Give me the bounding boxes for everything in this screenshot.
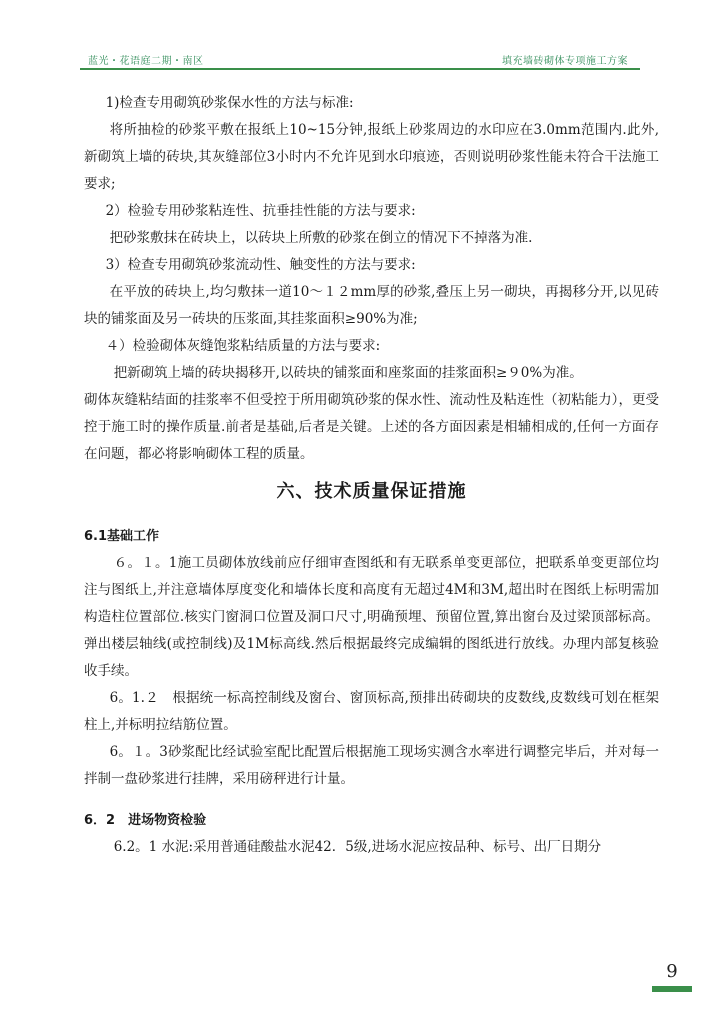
paragraph-9: 砌体灰缝粘结面的挂浆率不但受控于所用砌筑砂浆的保水性、流动性及粘连性（初粘能力），更受控于施工时的操作质量.前者是基础,后者是关键。上述的各方面因素是相辅相成的,任何一方面存在问题，都必将影响砌体工程的质量。 [84, 392, 659, 462]
paragraph-8: 把新砌筑上墙的砖块揭移开,以砖块的铺浆面和座浆面的挂浆面积≥９0%为准。 [113, 365, 583, 381]
paragraph-2: 将所抽检的砂浆平敷在报纸上10~15分钟,报纸上砂浆周边的水印应在3.0mm范围内.此外,新砌筑上墙的砖块,其灰缝部位3小时内不允许见到水印痕迹，否则说明砂浆性能未符合干法施工要求; [84, 122, 659, 192]
subsection-item-6-1-3: 6。１。3砂浆配比经试验室配比配置后根据施工现场实测含水率进行调整完毕后，并对每一拌制一盘砂浆进行挂牌，采用磅秤进行计量。 [84, 744, 659, 787]
section-title: 六、技术质量保证措施 [276, 481, 467, 502]
page-content [84, 90, 659, 861]
paragraph-1: 1)检查专用砌筑砂浆保水性的方法与标准: [105, 95, 354, 111]
paragraph-7: ４）检验砌体灰缝饱浆粘结质量的方法与要求: [105, 338, 381, 354]
page-header [80, 44, 640, 68]
paragraph-4: 把砂浆敷抹在砖块上，以砖块上所敷的砂浆在倒立的情况下不掉落为准. [109, 230, 533, 246]
subsection-item-6-1-1: ６。１。1施工员砌体放线前应仔细审查图纸和有无联系单变更部位，把联系单变更部位均注与图纸上,并注意墙体厚度变化和墙体长度和高度有无超过4M和3M,超出时在图纸上标明需加构造柱位置部位.核实门窗洞口位置及洞口尺寸,明确预埋、预留位置,算出窗台及过梁顶部标高。弹出楼层轴线(或控制线)及1M标高线.然后根据最终完成编辑的图纸进行放线。办理内部复核验收手续。 [84, 555, 659, 679]
page-number-bar [652, 986, 692, 992]
subsection-item-6-2-1: 6.2。1 水泥:采用普通硅酸盐水泥42．5级,进场水泥应按品种、标号、出厂日期分 [113, 839, 602, 855]
subsection-heading-6-1: 6.1基础工作 [84, 529, 160, 544]
paragraph-6: 在平放的砖块上,均匀敷抹一道10～１２mm厚的砂浆,叠压上另一砌块，再揭移分开,以见砖块的铺浆面及另一砖块的压浆面,其挂浆面积≥90%为准; [84, 284, 659, 327]
page-number: 9 [666, 961, 678, 982]
header-project-name: 蓝光・花语庭二期・南区 [88, 56, 204, 67]
subsection-heading-6-2: 6．2 进场物资检验 [84, 813, 207, 828]
subsection-item-6-1-2: 6。1.２ 根据统一标高控制线及窗台、窗顶标高,预排出砖砌块的皮数线,皮数线可划在框架柱上,并标明拉结筋位置。 [84, 690, 659, 733]
paragraph-3: 2）检验专用砂浆粘连性、抗垂挂性能的方法与要求: [105, 203, 416, 219]
header-divider [80, 68, 640, 70]
paragraph-5: 3）检查专用砌筑砂浆流动性、触变性的方法与要求: [105, 257, 416, 273]
header-document-title: 填充墙砖砌体专项施工方案 [502, 56, 628, 67]
